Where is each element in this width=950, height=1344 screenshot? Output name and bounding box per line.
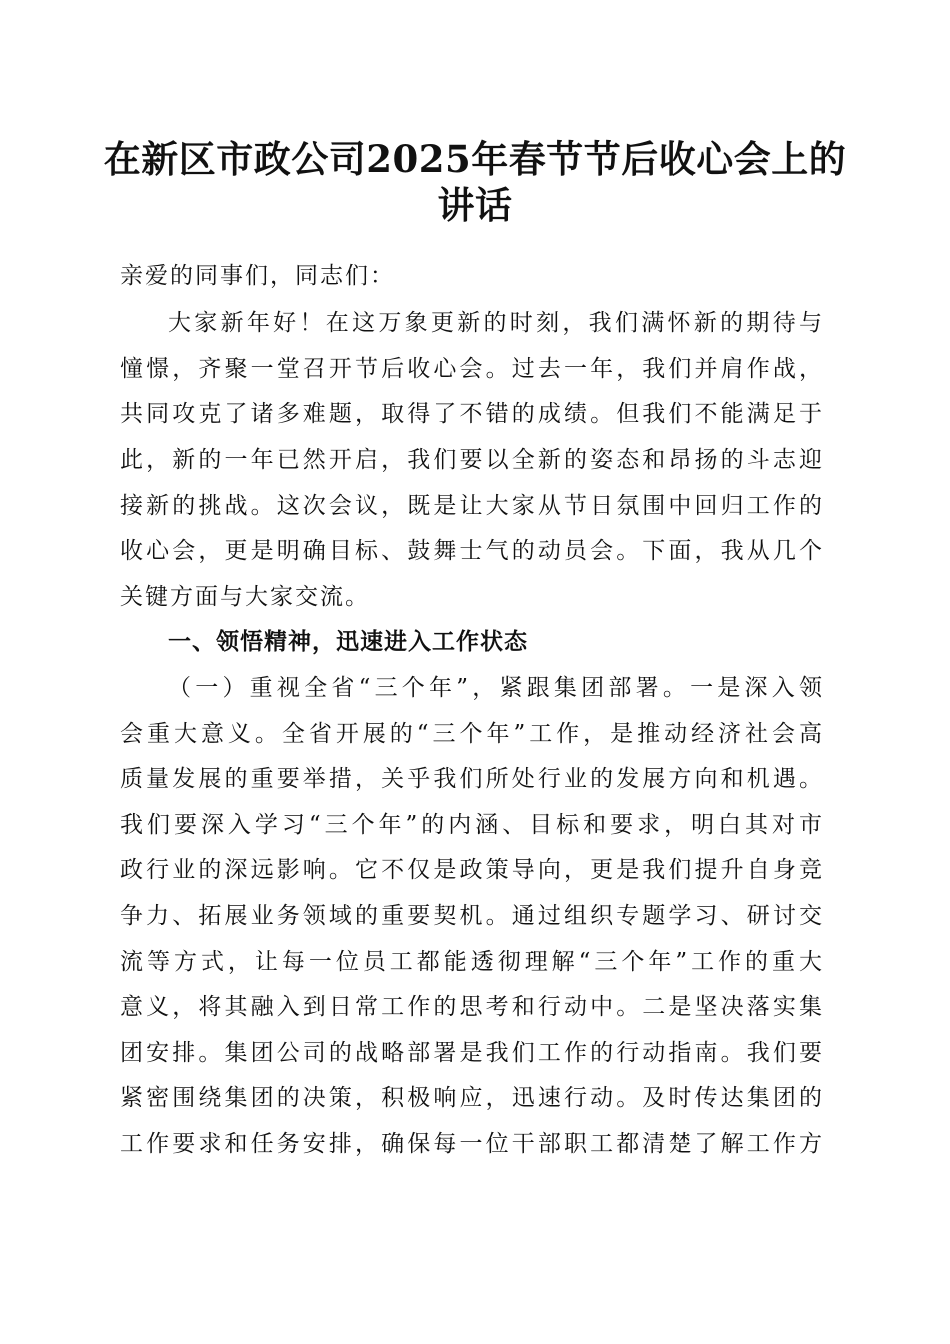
- paragraph-line: 收心会，更是明确目标、鼓舞士气的动员会。下面，我从几个: [120, 538, 824, 564]
- paragraph-line: 争力、拓展业务领域的重要契机。通过组织专题学习、研讨交: [120, 903, 824, 929]
- paragraph-line: 关键方面与大家交流。: [120, 584, 370, 610]
- document-title-line-2: 讲话: [437, 183, 513, 227]
- paragraph-line: 意义，将其融入到日常工作的思考和行动中。二是坚决落实集: [120, 994, 824, 1020]
- paragraph-line: 质量发展的重要举措，关乎我们所处行业的发展方向和机遇。: [120, 766, 824, 792]
- paragraph-line: 共同攻克了诸多难题，取得了不错的成绩。但我们不能满足于: [120, 401, 824, 427]
- paragraph-line: 政行业的深远影响。它不仅是政策导向，更是我们提升自身竞: [120, 857, 824, 883]
- paragraph-line: （一）重视全省“三个年”，紧跟集团部署。一是深入领: [168, 675, 824, 701]
- paragraph-line: 此，新的一年已然开启，我们要以全新的姿态和昂扬的斗志迎: [120, 447, 824, 473]
- paragraph-line: 流等方式，让每一位员工都能透彻理解“三个年”工作的重大: [120, 949, 824, 975]
- paragraph-line: 会重大意义。全省开展的“三个年”工作，是推动经济社会高: [120, 721, 824, 747]
- paragraph-line: 团安排。集团公司的战略部署是我们工作的行动指南。我们要: [120, 1040, 824, 1066]
- document-title-line-1: 在新区市政公司2025年春节节后收心会上的: [103, 137, 847, 181]
- paragraph-line: 我们要深入学习“三个年”的内涵、目标和要求，明白其对市: [120, 812, 824, 838]
- paragraph-line: 工作要求和任务安排，确保每一位干部职工都清楚了解工作方: [120, 1131, 824, 1157]
- salutation: 亲爱的同事们，同志们：: [120, 263, 395, 289]
- paragraph-line: 紧密围绕集团的决策，积极响应，迅速行动。及时传达集团的: [120, 1085, 824, 1111]
- paragraph-line: 接新的挑战。这次会议，既是让大家从节日氛围中回归工作的: [120, 493, 824, 519]
- paragraph-line: 憧憬，齐聚一堂召开节后收心会。过去一年，我们并肩作战，: [120, 356, 824, 382]
- paragraph-line: 大家新年好！在这万象更新的时刻，我们满怀新的期待与: [168, 310, 824, 336]
- section-heading: 一、领悟精神，迅速进入工作状态: [168, 629, 528, 655]
